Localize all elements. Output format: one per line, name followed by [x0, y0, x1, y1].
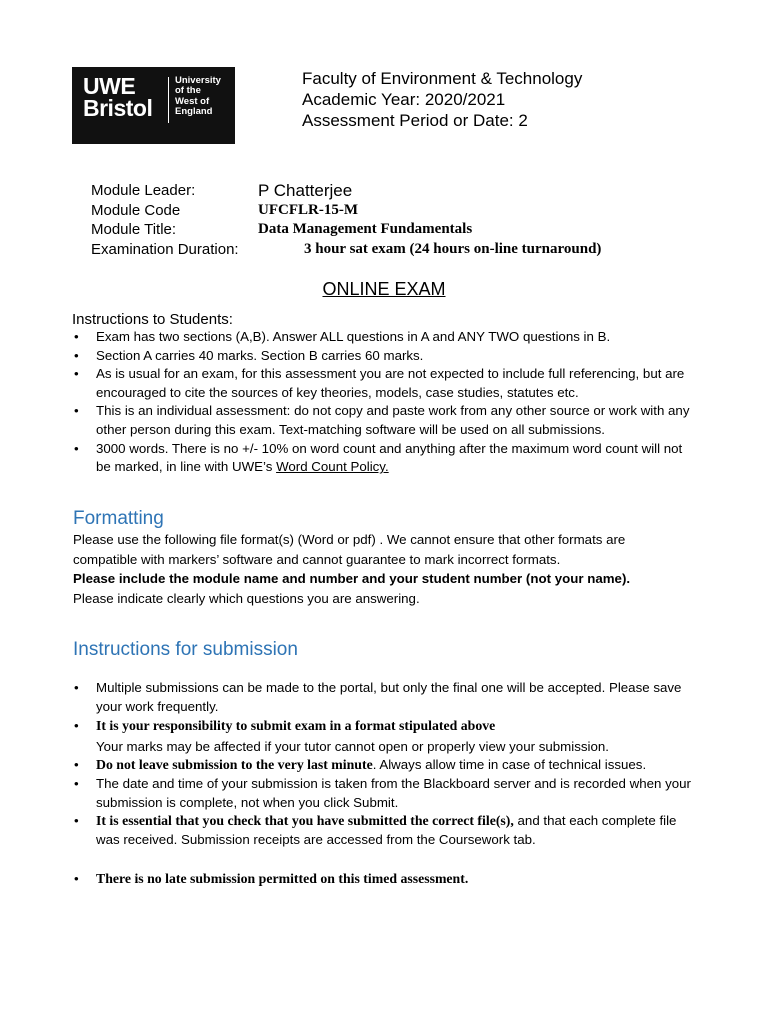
faculty-name: Faculty of Environment & Technology: [302, 69, 583, 88]
bullet-icon: •: [74, 440, 79, 456]
bullet-icon: •: [74, 757, 79, 773]
bullet-icon: •: [74, 366, 79, 382]
list-item: [72, 717, 692, 756]
list-item: [72, 347, 692, 366]
list-item: [72, 812, 692, 849]
logo-wordmark: [83, 75, 152, 119]
list-item: [72, 365, 692, 402]
list-item: [72, 775, 692, 812]
logo-side-line: University: [175, 75, 221, 86]
list-item-note: Your marks may be affected if your tutor cannot open or properly view your submission.: [96, 738, 609, 754]
formatting-heading: Formatting: [73, 508, 164, 529]
module-title-value: Data Management Fundamentals: [258, 221, 473, 237]
list-item-text: and that each complete file was received. Submission receipts are accessed from the Coursework tab.: [96, 813, 677, 847]
online-exam-title: ONLINE EXAM: [322, 279, 446, 299]
list-item-text: Multiple submissions can be made to the portal, but only the final one will be accepted. Please save your work frequently.: [96, 680, 682, 714]
bullet-icon: •: [74, 680, 79, 695]
academic-year: Academic Year: 2020/2021: [302, 90, 506, 109]
list-item: [72, 756, 692, 775]
module-leader-label: Module Leader:: [91, 182, 196, 199]
bullet-icon: •: [74, 718, 79, 734]
logo-divider: [168, 77, 169, 123]
bullet-icon: •: [74, 813, 79, 829]
header-block: [302, 68, 582, 131]
logo-side-line: West of: [175, 95, 210, 107]
list-item-text-bold: It is essential that you check that you have submitted the correct file(s),: [96, 813, 514, 829]
list-item: [72, 328, 692, 347]
submission-heading: Instructions for submission: [73, 639, 298, 660]
bullet-icon: •: [74, 329, 79, 344]
list-item: [72, 870, 692, 889]
bullet-icon: •: [74, 347, 79, 363]
instructions-title: Instructions to Students:: [72, 311, 233, 328]
list-item-text: . Always allow time in case of technical issues.: [372, 757, 647, 773]
list-item-text: 3000 words. There is no +/- 10% on word count and anything after the maximum word count will not be marked, in line with UWE’s: [96, 440, 683, 475]
bullet-icon: •: [74, 403, 79, 419]
list-item-text-bold: There is no late submission permitted on this timed assessment.: [96, 871, 469, 887]
formatting-paragraph: Please indicate clearly which questions you are answering.: [73, 590, 420, 606]
list-item: [72, 402, 692, 439]
list-item-text: Exam has two sections (A,B). Answer ALL questions in A and ANY TWO questions in B.: [96, 329, 611, 344]
list-item-text: Section A carries 40 marks. Section B carries 60 marks.: [96, 347, 424, 363]
uwe-bristol-logo: [72, 67, 235, 144]
bullet-icon: •: [74, 775, 79, 791]
module-code-value: UFCFLR-15-M: [258, 201, 358, 218]
list-item-text: The date and time of your submission is taken from the Blackboard server and is recorded when your submission is complete, not when you click Submit.: [96, 775, 691, 810]
module-title-label: Module Title:: [91, 221, 177, 238]
module-leader-value: P Chatterjee: [258, 181, 353, 200]
formatting-paragraph-bold: Please include the module name and number and your student number (not your name).: [73, 571, 631, 587]
list-item-text-bold: It is your responsibility to submit exam in a format stipulated above: [96, 718, 496, 734]
bullet-icon: •: [74, 871, 79, 887]
online-exam-heading: [0, 279, 768, 300]
student-instructions-list: [72, 328, 692, 477]
exam-duration-label: Examination Duration:: [91, 240, 239, 258]
list-item-text: As is usual for an exam, for this assessment you are not expected to include full referencing, but are encouraged to cite the sources of key theories, models, case studies, statutes etc.: [96, 366, 685, 400]
list-item-text-bold: Do not leave submission to the very last minute: [96, 757, 373, 773]
formatting-body: [73, 530, 693, 608]
module-code-label: Module Code: [91, 201, 181, 219]
list-item-text: This is an individual assessment: do not copy and paste work from any other source or work with any other person during this exam. Text-matching software will be used on all submissions.: [96, 403, 690, 437]
logo-university-text: [175, 76, 221, 118]
logo-side-line: England: [175, 106, 213, 118]
logo-line-uwe: UWE: [83, 73, 136, 99]
logo-line-bristol: Bristol: [83, 95, 153, 121]
list-item: [72, 679, 692, 716]
assessment-period: Assessment Period or Date: 2: [302, 111, 528, 130]
submission-instructions-list: [72, 679, 692, 889]
word-count-policy-link[interactable]: Word Count Policy.: [276, 459, 389, 475]
list-item: [72, 440, 692, 477]
exam-duration-value: 3 hour sat exam (24 hours on-line turnaround): [304, 240, 602, 257]
formatting-paragraph: Please use the following file format(s) (Word or pdf) . We cannot ensure that other formats are compatible with markers’ software and cannot guarantee to mark incorrect formats.: [73, 532, 626, 567]
logo-side-line: of the: [175, 85, 201, 97]
